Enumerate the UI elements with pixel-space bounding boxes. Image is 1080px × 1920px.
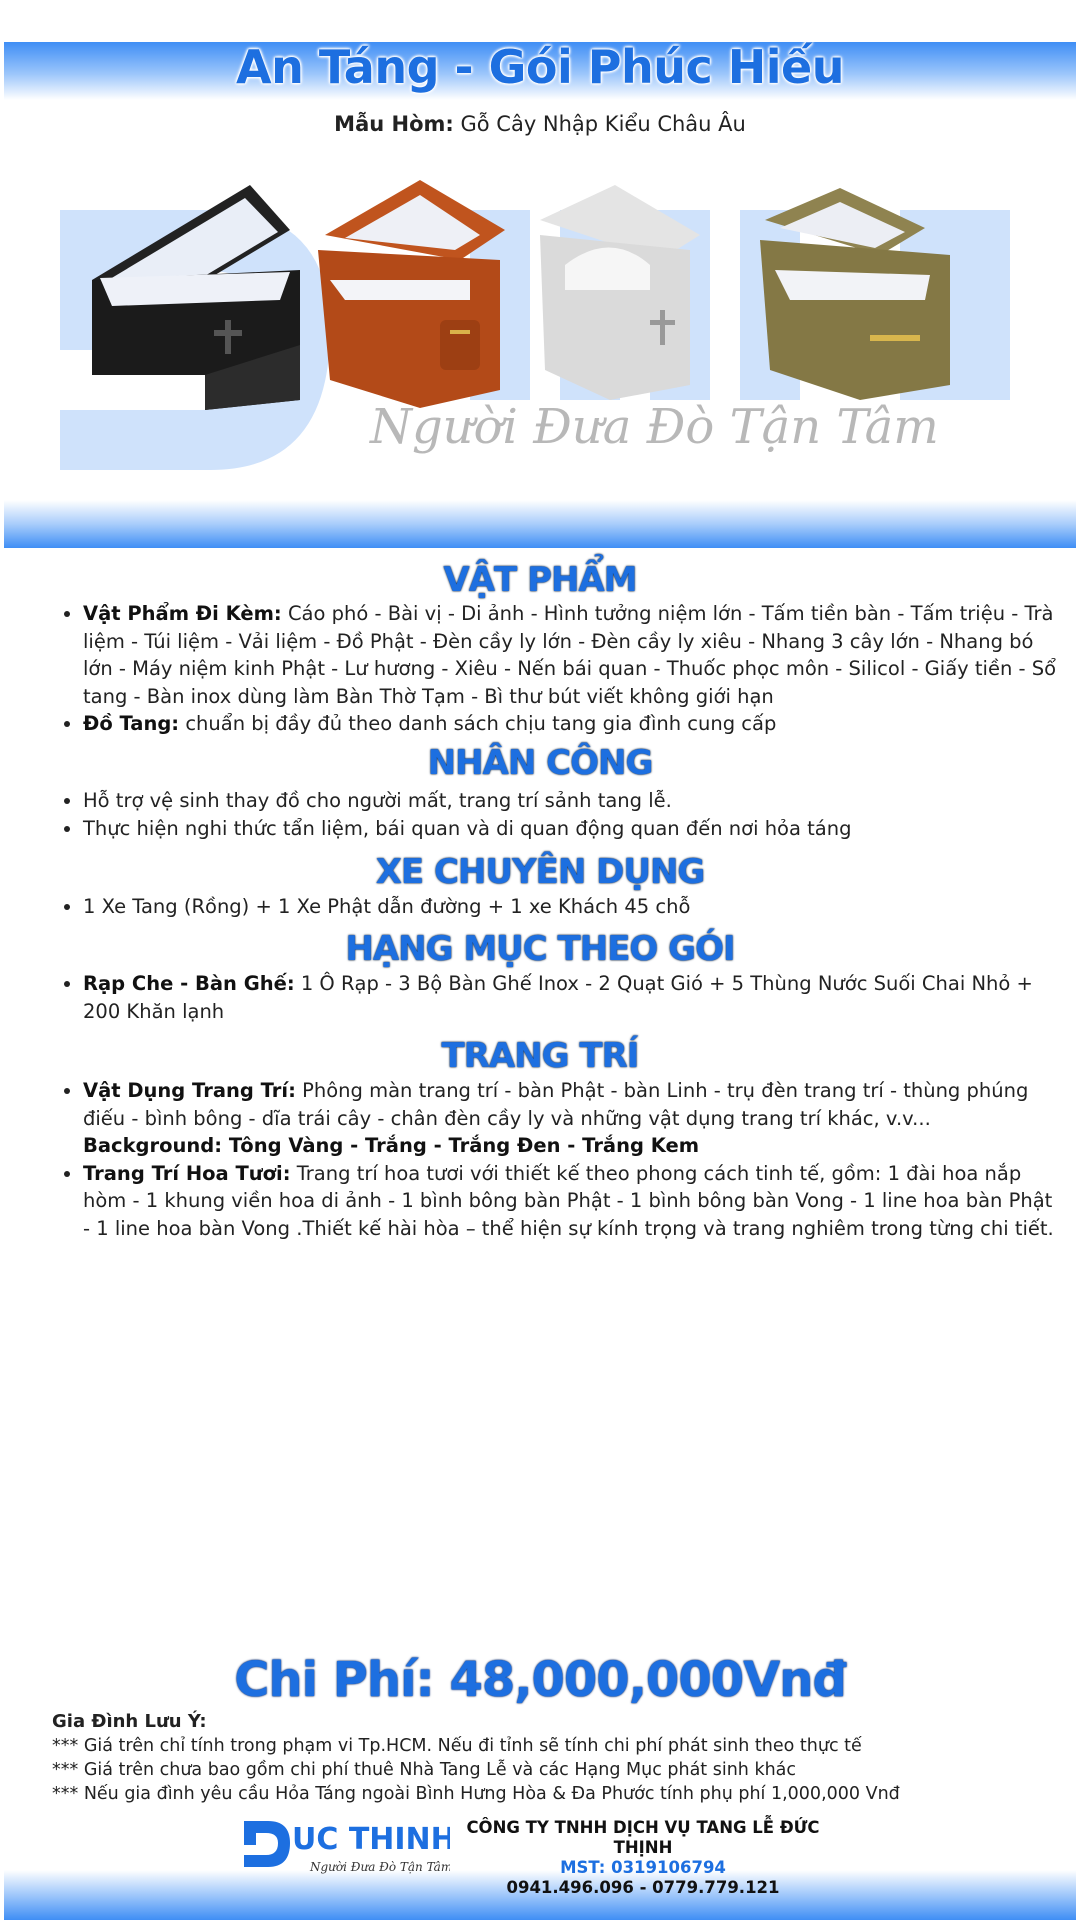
company-logo (240, 1815, 450, 1877)
item-label: Vật Phẩm Đi Kèm: (83, 602, 282, 625)
logo-wordmark: UC THINH (292, 1822, 450, 1857)
list-vat-pham (52, 600, 1063, 738)
list-item: • Hỗ trợ vệ sinh thay đồ cho người mất, trang trí sảnh tang lễ. (83, 787, 1063, 815)
item-label: Vật Dụng Trang Trí: (83, 1079, 296, 1102)
list-hang-muc (52, 970, 1063, 1025)
casket-showcase-image (0, 150, 1080, 550)
casket-mahogany (318, 180, 505, 408)
note-line: *** Giá trên chưa bao gồm chi phí thuê Nhà Tang Lễ và các Hạng Mục phát sinh khác (52, 1760, 797, 1780)
casket-model-value: Gỗ Cây Nhập Kiểu Châu Âu (460, 112, 746, 136)
section-title-trang-tri: TRANG TRÍ (441, 1036, 639, 1076)
section-title-xe: XE CHUYÊN DỤNG (375, 852, 705, 892)
note-line: *** Giá trên chỉ tính trong phạm vi Tp.HCM. Nếu đi tỉnh sẽ tính chi phí phát sinh theo thực tế (52, 1736, 862, 1756)
item-label: Rạp Che - Bàn Ghế: (83, 972, 295, 995)
notes-heading: Gia Đình Lưu Ý: (52, 1711, 207, 1732)
list-trang-tri (52, 1077, 1063, 1242)
item-label: Đồ Tang: (83, 712, 180, 735)
list-item: • 1 Xe Tang (Rồng) + 1 Xe Phật dẫn đường + 1 xe Khách 45 chỗ (83, 893, 1063, 921)
item-label: Trang Trí Hoa Tươi: (83, 1161, 291, 1185)
item-text: 1 Ô Rạp - 3 Bộ Bàn Ghế Inox - 2 Quạt Gió + 5 Thùng Nước Suối Chai Nhỏ + 200 Khăn lạnh (83, 972, 1033, 1023)
section-title-vat-pham: VẬT PHẨM (443, 560, 637, 600)
notes (52, 1710, 900, 1806)
list-nhan-cong (52, 787, 1063, 842)
item-text: Phông màn trang trí - bàn Phật - bàn Linh - trụ đèn trang trí - thùng phúng điếu - bình bông - dĩa trái cây - chân đèn cầy ly và những vật dụng trang trí khác, v.v... (83, 1079, 1029, 1130)
list-item (83, 710, 1063, 738)
casket-model (0, 112, 1080, 136)
company-name: CÔNG TY TNHH DỊCH VỤ TANG LỄ ĐỨC THỊNH (466, 1818, 820, 1857)
list-item: • Thực hiện nghi thức tẩn liệm, bái quan và di quan động quan đến nơi hỏa táng (83, 815, 1063, 843)
casket-model-label: Mẫu Hòm: (334, 112, 454, 136)
page-title: An Táng - Gói Phúc Hiếu (236, 40, 844, 94)
price-total: Chi Phí: 48,000,000Vnđ (234, 1652, 846, 1708)
note-line: *** Nếu gia đình yêu cầu Hỏa Táng ngoài Bình Hưng Hòa & Đa Phước tính phụ phí 1,000,000 Vnđ (52, 1784, 900, 1804)
section-title-hang-muc: HẠNG MỤC THEO GÓI (345, 929, 735, 969)
hero-slogan: Người Đưa Đò Tận Tâm (370, 399, 939, 455)
item-text: Cáo phó - Bài vị - Di ảnh - Hình tưởng niệm lớn - Tấm tiền bàn - Tấm triệu - Trà liệm - Túi liệm - Vải liệm - Đồ Phật - Đèn cầy ly lớn - Đèn cầy ly xiêu - Nhang 3 cây lớn - Nhang bó lớn - Máy niệm kinh Phật - Lư hương - Xiêu - Nến bái quan - Thuốc phọc môn - Silicol - Giấy tiền - Sổ tang - Bàn inox dùng làm Bàn Thờ Tạm - Bì thư bút viết không giới hạn (83, 602, 1057, 708)
background-colors: Background: Tông Vàng - Trắng - Trắng Đen - Trắng Kem (83, 1134, 700, 1157)
hero-bottom-band (4, 500, 1076, 548)
list-item (83, 970, 1063, 1025)
item-text: Trang trí hoa tươi với thiết kế theo phong cách tinh tế, gồm: 1 đài hoa nắp hòm - 1 khung viền hoa di ảnh - 1 bình bông bàn Phật - 1 bình bông bàn Vong - 1 line hoa bàn Phật - 1 line hoa bàn Vong .Thiết kế hài hòa – thể hiện sự kính trọng và trang nghiêm trong từng chi tiết. (83, 1161, 1054, 1240)
tax-code: MST: 0319106794 (560, 1858, 726, 1877)
list-item (83, 1077, 1063, 1160)
list-item (83, 600, 1063, 710)
item-text: chuẩn bị đầy đủ theo danh sách chịu tang gia đình cung cấp (185, 712, 777, 735)
casket-illustration (0, 150, 1080, 550)
company-info (450, 1818, 836, 1898)
list-xe (52, 893, 1063, 921)
list-item (83, 1160, 1063, 1243)
logo-slogan: Người Đưa Đò Tận Tâm (310, 1860, 450, 1874)
section-title-nhan-cong: NHÂN CÔNG (427, 743, 653, 783)
phone-numbers: 0941.496.096 - 0779.779.121 (506, 1878, 780, 1897)
